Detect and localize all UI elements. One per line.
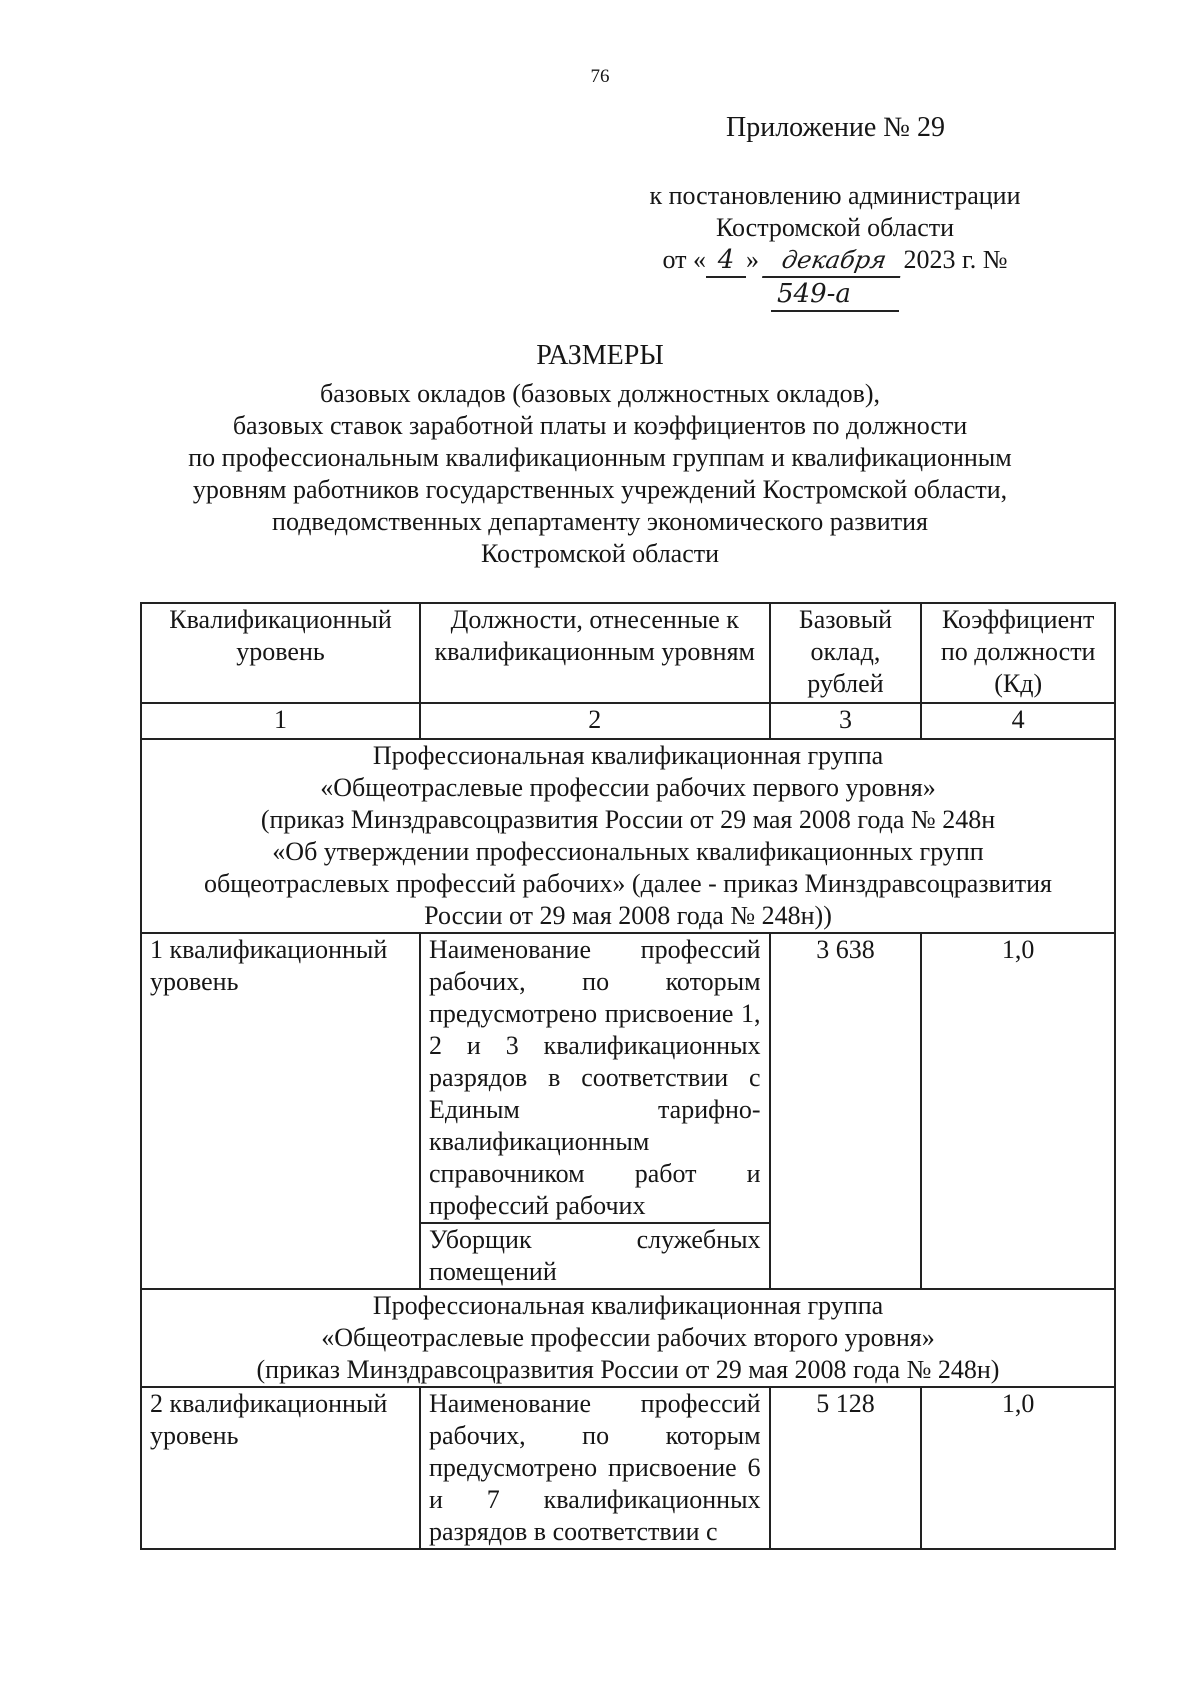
date-mid: » [745,245,759,274]
date-prefix: от « [662,245,706,274]
group-heading [141,1289,1115,1387]
column-number: 3 [770,703,922,739]
document-subtitle [150,378,1050,570]
handwritten-number: 549-а [771,278,899,312]
column-number: 2 [420,703,770,739]
group-heading [141,739,1115,933]
decree-line-2: Костромской области [715,213,955,242]
group-line: Профессиональная квалификационная группа [372,741,884,770]
level-cell: 2 квалификационный уровень [141,1387,420,1549]
group-row-second-level [141,1289,1115,1387]
decree-line-1: к постановлению администрации [649,181,1021,210]
level-cell: 1 квалификационный уровень [141,933,420,1289]
decree-date-line [600,244,1070,312]
group-line: России от 29 мая 2008 года № 248н)) [424,901,832,930]
date-year: 2023 г. № [903,245,1008,274]
group-line: (приказ Минздравсоцразвития России от 29 мая 2008 года № 248н) [256,1355,1000,1384]
group-row-first-level [141,739,1115,933]
salary-cell: 3 638 [770,933,922,1289]
subtitle-line: по профессиональным квалификационным группам и квалификационным [188,443,1012,472]
annex-title: Приложение № 29 [726,112,945,143]
subtitle-line: подведомственных департаменту экономического развития [272,507,928,536]
subtitle-line: уровням работников государственных учреждений Костромской области, [192,475,1008,504]
group-line: «Об утверждении профессиональных квалификационных групп [272,837,984,866]
column-number: 1 [141,703,420,739]
header-positions: Должности, отнесенные к квалификационным уровням [420,603,770,703]
coefficient-cell: 1,0 [921,1387,1115,1549]
subtitle-line: базовых окладов (базовых должностных окладов), [319,379,881,408]
column-number-row [141,703,1115,739]
subtitle-line: базовых ставок заработной платы и коэффициентов по должности [232,411,968,440]
handwritten-month: декабря [762,244,906,278]
handwritten-day: 4 [706,244,746,278]
header-salary: Базовый оклад, рублей [770,603,922,703]
salary-table [140,602,1116,1550]
position-cell: Наименование профессий рабочих, по которым предусмотрено присвоение 6 и 7 квалификационных разрядов в соответствии с [420,1387,770,1549]
column-number: 4 [921,703,1115,739]
page-number: 76 [590,66,610,87]
group-line: «Общеотраслевые профессии рабочих первого уровня» [320,773,936,802]
salary-cell: 5 128 [770,1387,922,1549]
group-line: «Общеотраслевые профессии рабочих второго уровня» [321,1323,935,1352]
table-header-row [141,603,1115,703]
group-line: Профессиональная квалификационная группа [372,1291,884,1320]
table-row [141,933,1115,1223]
decree-reference [600,180,1070,312]
subtitle-line: Костромской области [480,539,720,568]
header-level: Квалификационный уровень [141,603,420,703]
position-cell: Уборщик служебных помещений [420,1223,770,1289]
coefficient-cell: 1,0 [921,933,1115,1289]
table-row [141,1387,1115,1549]
header-coefficient: Коэффициент по должности (Кд) [921,603,1115,703]
group-line: (приказ Минздравсоцразвития России от 29 мая 2008 года № 248н [260,805,996,834]
position-cell: Наименование профессий рабочих, по которым предусмотрено присвоение 1, 2 и 3 квалификационных разрядов в соответствии с Единым тарифно-квалификационным справочником работ и профессий рабочих [420,933,770,1223]
document-title: РАЗМЕРЫ [536,340,664,371]
group-line: общеотраслевых профессий рабочих» (далее - приказ Минздравсоцразвития [204,869,1052,898]
